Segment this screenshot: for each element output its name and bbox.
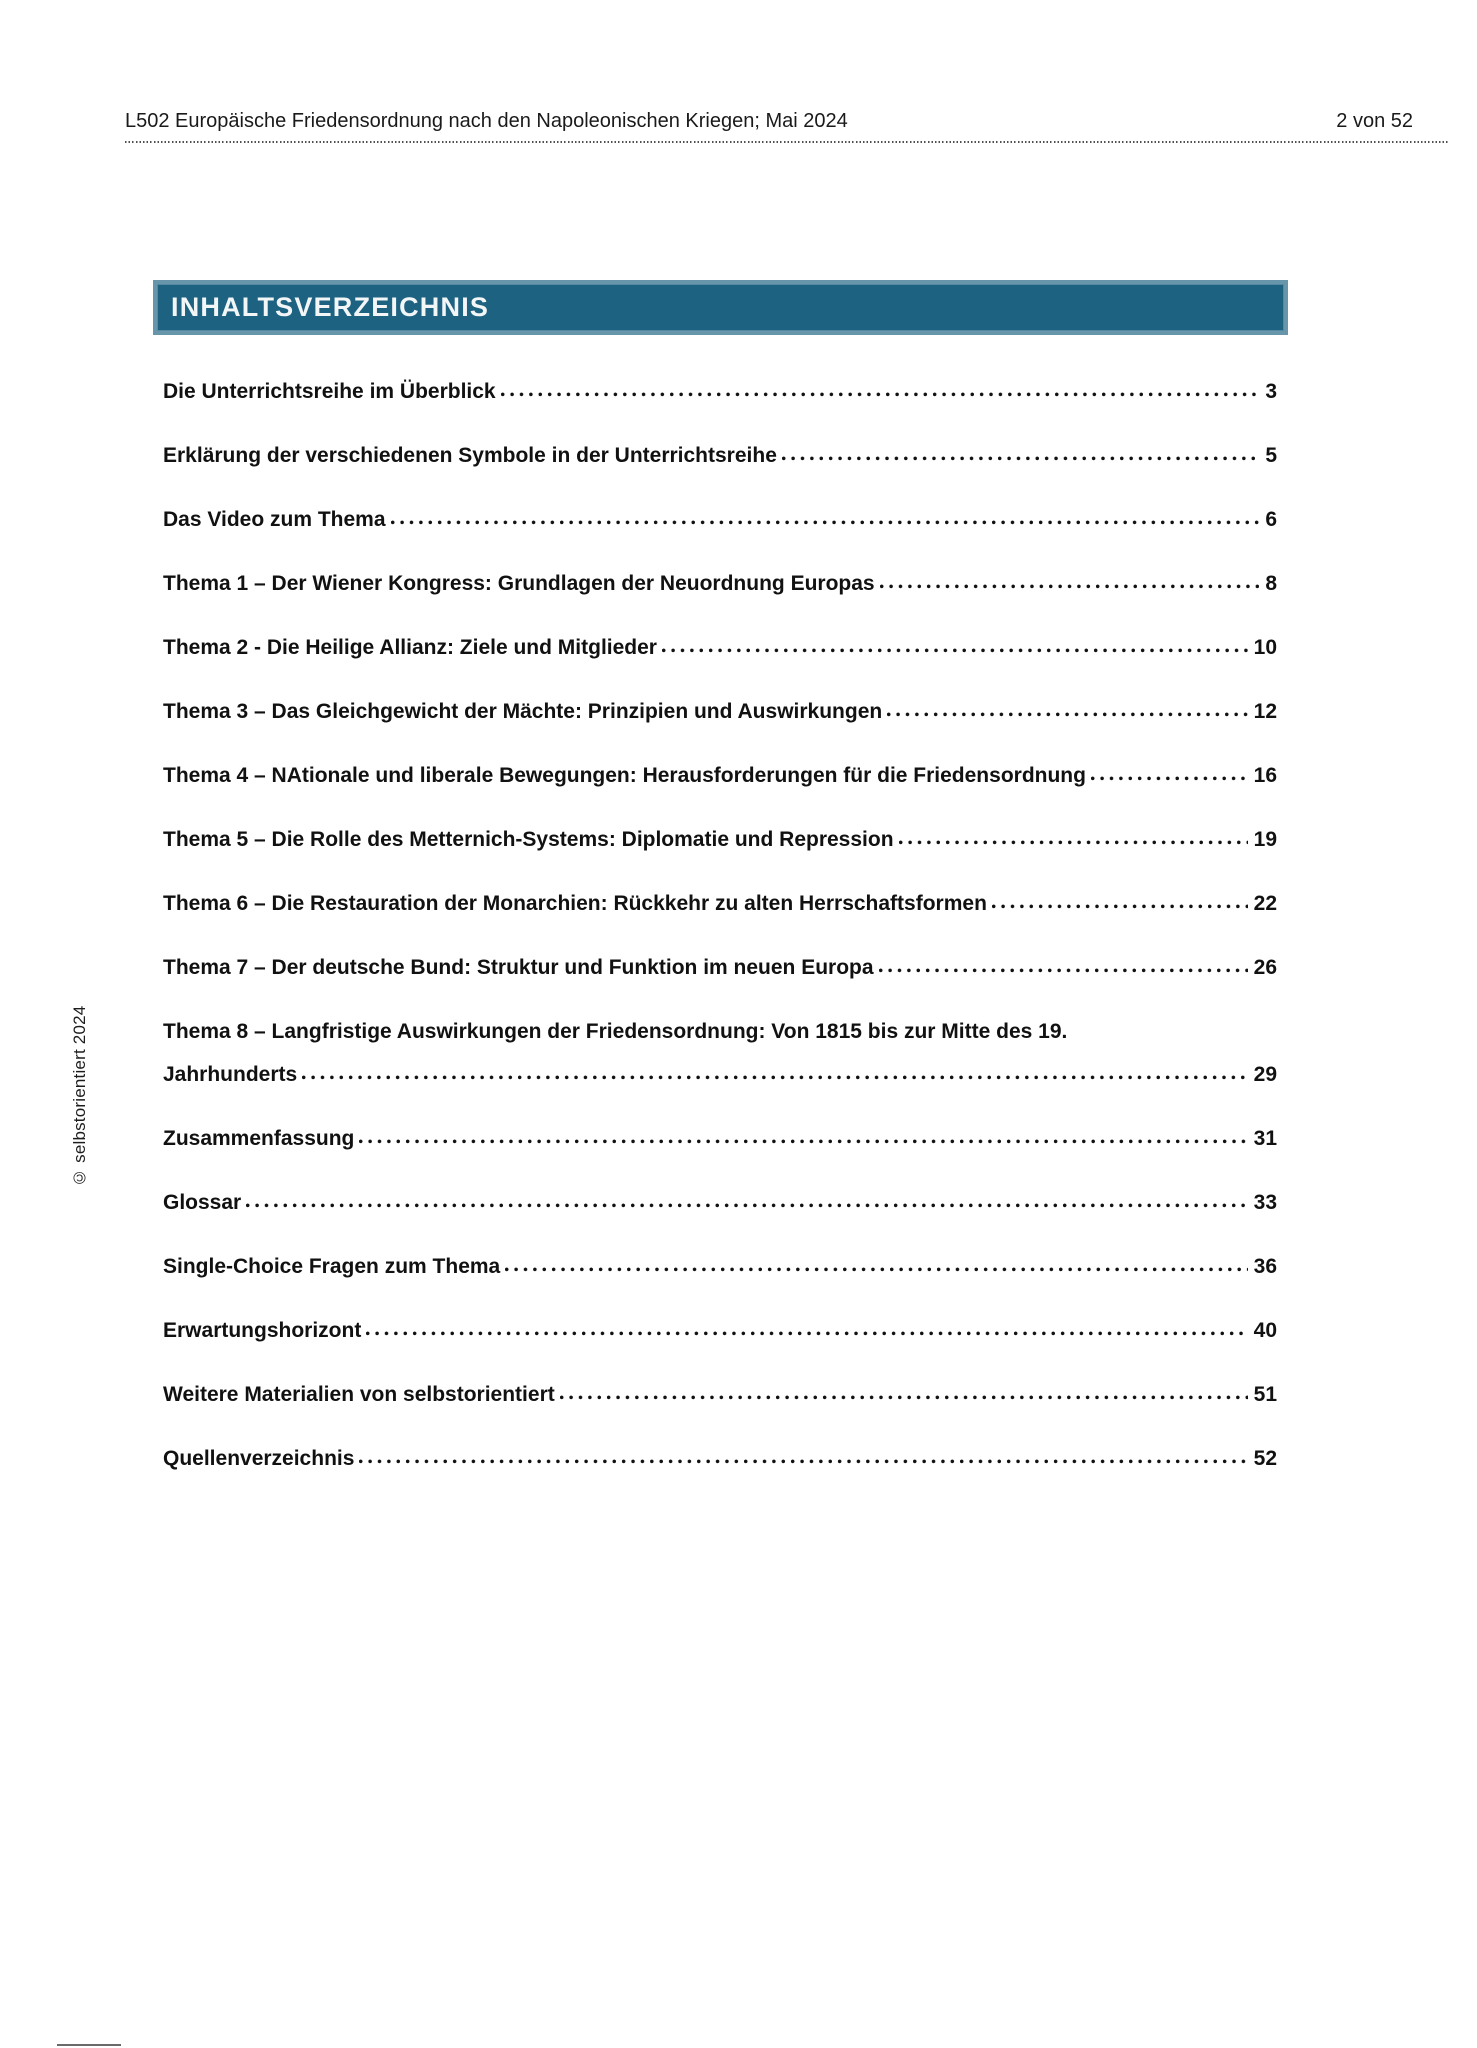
toc-heading-banner	[153, 280, 1288, 335]
toc-entry-line	[163, 626, 1277, 669]
toc-entry-line	[163, 1309, 1277, 1352]
toc-entry-page: 19	[1253, 828, 1277, 851]
toc-entry-label: Glossar	[163, 1191, 242, 1214]
toc-entry-label: Das Video zum Thema	[163, 508, 386, 531]
toc-entry-label: Thema 1 – Der Wiener Kongress: Grundlagen der Neuordnung Europas	[163, 572, 875, 595]
toc-entry-label: Weitere Materialien von selbstorientiert	[163, 1383, 555, 1406]
page-header	[125, 110, 1413, 133]
toc-entry-page: 3	[1265, 380, 1277, 403]
toc-entry-label: Thema 5 – Die Rolle des Metternich-Systems: Diplomatie und Repression	[163, 828, 894, 851]
toc-dot-leader	[879, 967, 1248, 974]
toc-entry-line	[163, 498, 1277, 541]
toc-entry-label: Thema 7 – Der deutsche Bund: Struktur und Funktion im neuen Europa	[163, 956, 874, 979]
toc-entry[interactable]	[163, 370, 1277, 413]
toc-dot-leader	[899, 839, 1248, 846]
toc-dot-leader	[302, 1074, 1247, 1081]
toc-entry[interactable]	[163, 562, 1277, 605]
toc-heading: INHALTSVERZEICHNIS	[171, 292, 490, 322]
toc-entry-page: 51	[1253, 1383, 1277, 1406]
toc-entry[interactable]	[163, 1181, 1277, 1224]
toc-entry-line	[163, 1245, 1277, 1288]
toc-entry[interactable]	[163, 1309, 1277, 1352]
toc-entry-line	[163, 370, 1277, 413]
toc-entry-line	[163, 562, 1277, 605]
toc-entry-page: 10	[1253, 636, 1277, 659]
toc-entry-label: Erklärung der verschiedenen Symbole in der Unterrichtsreihe	[163, 444, 777, 467]
toc-entry[interactable]	[163, 1245, 1277, 1288]
toc-entry-page: 33	[1253, 1191, 1277, 1214]
toc-entry-overflow-line: Thema 8 – Langfristige Auswirkungen der Friedensordnung: Von 1815 bis zur Mitte des 19.	[163, 1020, 1068, 1043]
toc-dot-leader	[887, 711, 1247, 718]
toc-entry-line	[163, 1117, 1277, 1160]
toc-entry[interactable]	[163, 434, 1277, 477]
toc-entry-line	[163, 1437, 1277, 1480]
toc-dot-leader	[880, 583, 1260, 590]
toc-entry[interactable]	[163, 498, 1277, 541]
toc-entry-line	[163, 1373, 1277, 1416]
toc-entry-page: 5	[1265, 444, 1277, 467]
toc-entry-page: 22	[1253, 892, 1277, 915]
toc-entry[interactable]	[163, 754, 1277, 797]
header-document-title: L502 Europäische Friedensordnung nach den Napoleonischen Kriegen; Mai 2024	[125, 110, 848, 132]
toc-entry-page: 6	[1265, 508, 1277, 531]
toc-entry[interactable]	[163, 1010, 1277, 1096]
toc-entry[interactable]	[163, 1373, 1277, 1416]
toc-dot-leader	[391, 519, 1260, 526]
toc-dot-leader	[1091, 775, 1248, 782]
toc-dot-leader	[501, 391, 1260, 398]
toc-entry-page: 26	[1253, 956, 1277, 979]
toc-entry-label: Thema 2 - Die Heilige Allianz: Ziele und Mitglieder	[163, 636, 657, 659]
toc-entry-page: 31	[1253, 1127, 1277, 1150]
header-divider	[125, 141, 1448, 143]
toc-entry-page: 8	[1265, 572, 1277, 595]
toc-entry-label: Thema 3 – Das Gleichgewicht der Mächte: Prinzipien und Auswirkungen	[163, 700, 883, 723]
toc-entry[interactable]	[163, 818, 1277, 861]
toc-entry-line	[163, 1181, 1277, 1224]
toc-dot-leader	[366, 1330, 1247, 1337]
toc-entry-page: 29	[1253, 1063, 1277, 1086]
toc-dot-leader	[992, 903, 1248, 910]
toc-entry-line	[163, 690, 1277, 733]
toc-entry-label: Erwartungshorizont	[163, 1319, 362, 1342]
toc-entry[interactable]	[163, 946, 1277, 989]
toc-dot-leader	[246, 1202, 1247, 1209]
toc-entry[interactable]	[163, 626, 1277, 669]
toc-entry[interactable]	[163, 1437, 1277, 1480]
toc-entry-label: Quellenverzeichnis	[163, 1447, 355, 1470]
toc-entry-label: Thema 6 – Die Restauration der Monarchien: Rückkehr zu alten Herrschaftsformen	[163, 892, 987, 915]
page-edge-artifact	[57, 2044, 121, 2046]
toc-entry-label: Thema 4 – NAtionale und liberale Bewegungen: Herausforderungen für die Friedensordnung	[163, 764, 1086, 787]
toc-dot-leader	[359, 1458, 1247, 1465]
toc-entry-line	[163, 818, 1277, 861]
toc-entry[interactable]	[163, 882, 1277, 925]
header-page-indicator: 2 von 52	[1336, 110, 1413, 132]
toc-entry-label: Zusammenfassung	[163, 1127, 355, 1150]
toc-entry-line	[163, 882, 1277, 925]
toc-entry-page: 12	[1253, 700, 1277, 723]
toc-entry-line	[163, 1053, 1277, 1096]
toc-entry-label: Jahrhunderts	[163, 1063, 298, 1086]
toc-entry-page: 36	[1253, 1255, 1277, 1278]
toc-entry[interactable]	[163, 1117, 1277, 1160]
toc-entry-line	[163, 754, 1277, 797]
toc-entry-page: 16	[1253, 764, 1277, 787]
toc-entry-page: 52	[1253, 1447, 1277, 1470]
toc-dot-leader	[560, 1394, 1248, 1401]
toc-entry-label: Die Unterrichtsreihe im Überblick	[163, 380, 496, 403]
toc-dot-leader	[505, 1266, 1247, 1273]
toc-dot-leader	[662, 647, 1248, 654]
toc-entry-label: Single-Choice Fragen zum Thema	[163, 1255, 501, 1278]
toc-entry-page: 40	[1253, 1319, 1277, 1342]
toc-dot-leader	[782, 455, 1259, 462]
copyright-sidebar-text: © selbstorientiert 2024	[70, 1005, 89, 1187]
toc-entry-line	[163, 434, 1277, 477]
toc-entry[interactable]	[163, 690, 1277, 733]
toc-dot-leader	[359, 1138, 1247, 1145]
toc-entry-line	[163, 946, 1277, 989]
toc-list	[163, 370, 1277, 1501]
